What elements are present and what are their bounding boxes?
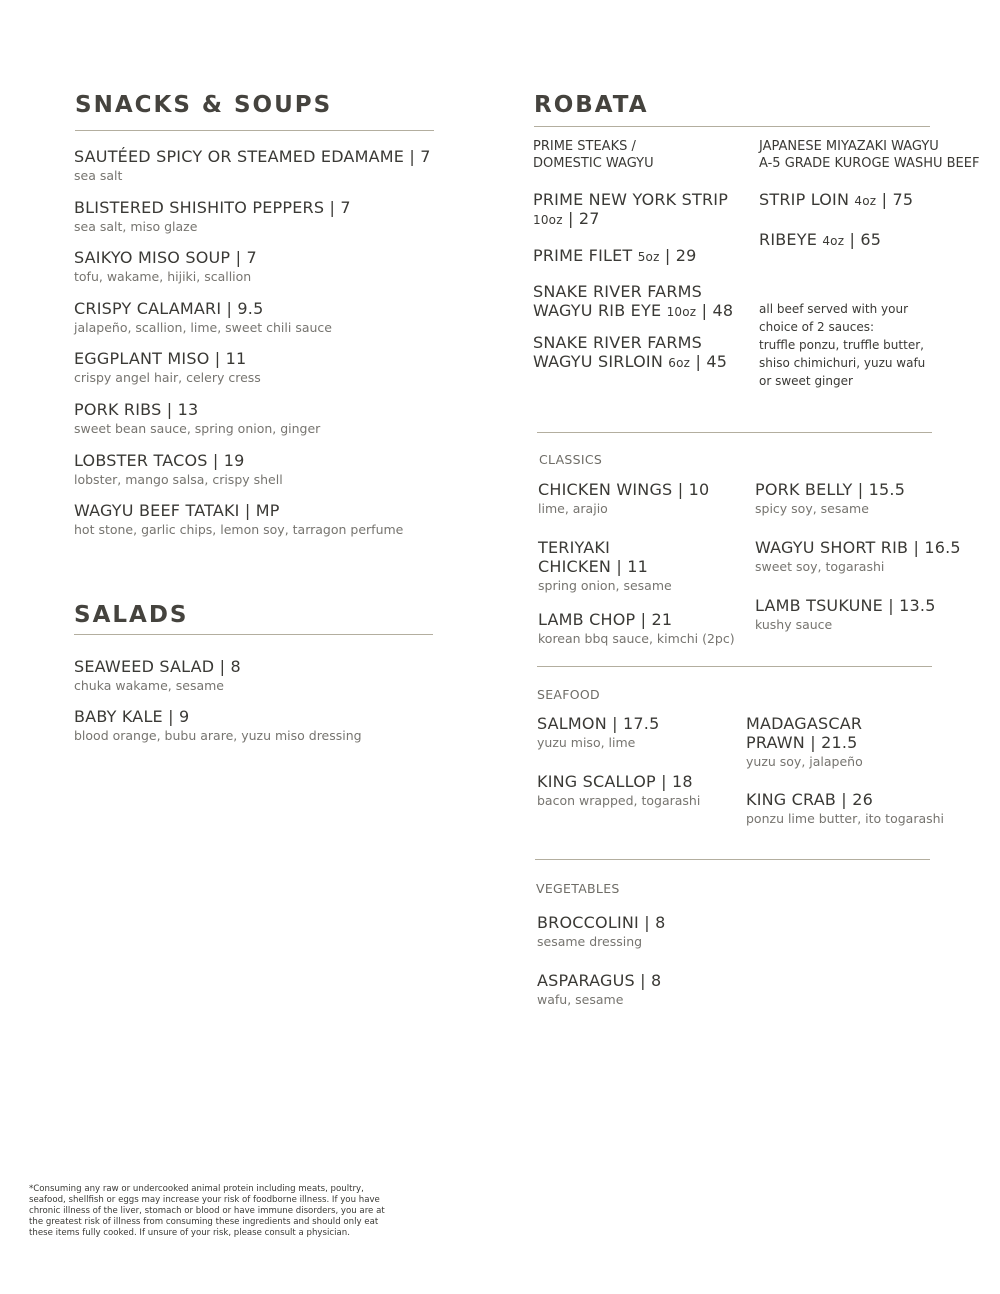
- item-name: RIBEYE: [759, 230, 818, 249]
- item-size: 4oz: [822, 234, 845, 248]
- item-name: SAIKYO MISO SOUP | 7: [74, 248, 257, 267]
- item-name-line2: WAGYU RIB EYE: [533, 301, 662, 320]
- steak-item: [533, 190, 728, 230]
- item-description: sweet soy, togarashi: [755, 559, 885, 574]
- menu-item: [755, 538, 961, 575]
- note-line: shiso chimichuri, yuzu wafu: [759, 356, 926, 370]
- item-name: PRIME FILET: [533, 246, 633, 265]
- disclaimer-line: seafood, shellfish or eggs may increase your risk of foodborne illness. If you have: [29, 1195, 380, 1205]
- item-price: | 65: [844, 230, 882, 249]
- item-description: kushy sauce: [755, 617, 833, 632]
- item-name: TERIYAKI: [538, 538, 611, 557]
- item-size: 10oz: [666, 305, 697, 319]
- item-description: sea salt, miso glaze: [74, 219, 198, 234]
- subheader-line: PRIME STEAKS /: [533, 139, 636, 154]
- item-price: | 45: [690, 352, 728, 371]
- item-name: PORK RIBS | 13: [74, 400, 199, 419]
- item-description: wafu, sesame: [537, 992, 624, 1007]
- menu-item: [746, 714, 863, 770]
- snacks-divider: [75, 130, 434, 131]
- salads-divider: [74, 634, 433, 635]
- item-description: ponzu lime butter, ito togarashi: [746, 811, 945, 826]
- item-name: MADAGASCAR: [746, 714, 863, 733]
- menu-item: [74, 299, 332, 336]
- item-size: 4oz: [854, 194, 877, 208]
- item-name: SNAKE RIVER FARMS: [533, 333, 703, 352]
- item-name: BLISTERED SHISHITO PEPPERS | 7: [74, 198, 351, 217]
- item-description: spicy soy, sesame: [755, 501, 869, 516]
- item-description: lime, arajio: [538, 501, 608, 516]
- item-name: SAUTÉED SPICY OR STEAMED EDAMAME | 7: [74, 147, 431, 166]
- snacks-soups-heading: SNACKS & SOUPS: [75, 92, 333, 118]
- item-name-line2: PRAWN | 21.5: [746, 733, 858, 752]
- item-name-line2: WAGYU SIRLOIN: [533, 352, 663, 371]
- disclaimer-line: *Consuming any raw or undercooked animal protein including meats, poultry,: [29, 1184, 364, 1194]
- item-name: KING SCALLOP | 18: [537, 772, 693, 791]
- classics-top-divider: [537, 432, 932, 433]
- item-description: yuzu miso, lime: [537, 735, 636, 750]
- menu-item: [74, 501, 403, 538]
- item-name: EGGPLANT MISO | 11: [74, 349, 247, 368]
- item-name: SEAWEED SALAD | 8: [74, 657, 241, 676]
- menu-item: [537, 913, 666, 950]
- menu-item: [537, 714, 659, 751]
- menu-item: [746, 790, 944, 827]
- item-description: blood orange, bubu arare, yuzu miso dressing: [74, 728, 362, 743]
- prime-steaks-header: [533, 138, 654, 172]
- menu-item: [74, 400, 320, 437]
- menu-item: [74, 147, 431, 184]
- disclaimer-line: chronic illness of the liver, stomach or blood or have immune disorders, you are at: [29, 1206, 385, 1216]
- item-description: korean bbq sauce, kimchi (2pc): [538, 631, 735, 646]
- robata-divider: [534, 126, 930, 127]
- subheader-line: JAPANESE MIYAZAKI WAGYU: [759, 139, 939, 154]
- item-price: | 27: [562, 209, 600, 228]
- menu-item: [74, 657, 241, 694]
- sauce-note: [759, 300, 925, 390]
- item-name: WAGYU SHORT RIB | 16.5: [755, 538, 961, 557]
- item-name: BABY KALE | 9: [74, 707, 190, 726]
- item-name-line2: CHICKEN | 11: [538, 557, 648, 576]
- menu-item: [538, 538, 672, 594]
- item-name: LAMB CHOP | 21: [538, 610, 673, 629]
- menu-item: [755, 480, 905, 517]
- menu-item: [74, 198, 351, 235]
- item-name: LOBSTER TACOS | 19: [74, 451, 245, 470]
- item-size: 10oz: [533, 213, 563, 227]
- disclaimer-line: the greatest risk of illness from consuming these ingredients and should only eat: [29, 1217, 379, 1227]
- menu-item: [74, 451, 283, 488]
- subheader-line: DOMESTIC WAGYU: [533, 156, 654, 171]
- item-name: ASPARAGUS | 8: [537, 971, 662, 990]
- item-name: KING CRAB | 26: [746, 790, 873, 809]
- food-safety-disclaimer: [29, 1184, 385, 1239]
- item-name: SALMON | 17.5: [537, 714, 660, 733]
- item-description: sea salt: [74, 168, 123, 183]
- menu-item: [538, 480, 709, 517]
- wagyu-item: [759, 230, 881, 251]
- item-description: sesame dressing: [537, 934, 643, 949]
- seafood-label: SEAFOOD: [537, 687, 600, 702]
- disclaimer-line: these items fully cooked. If unsure of your risk, please consult a physician.: [29, 1228, 350, 1238]
- item-name: SNAKE RIVER FARMS: [533, 282, 703, 301]
- note-line: truffle ponzu, truffle butter,: [759, 338, 924, 352]
- item-name: PORK BELLY | 15.5: [755, 480, 906, 499]
- item-name: LAMB TSUKUNE | 13.5: [755, 596, 936, 615]
- item-price: | 75: [876, 190, 914, 209]
- item-description: spring onion, sesame: [538, 578, 672, 593]
- item-description: tofu, wakame, hijiki, scallion: [74, 269, 252, 284]
- robata-heading: ROBATA: [534, 92, 649, 118]
- menu-item: [538, 610, 735, 647]
- item-size: 6oz: [668, 356, 691, 370]
- note-line: or sweet ginger: [759, 374, 853, 388]
- item-name: CRISPY CALAMARI | 9.5: [74, 299, 264, 318]
- item-description: crispy angel hair, celery cress: [74, 370, 261, 385]
- classics-label: CLASSICS: [539, 452, 603, 467]
- item-name: STRIP LOIN: [759, 190, 850, 209]
- item-price: | 29: [659, 246, 697, 265]
- item-description: hot stone, garlic chips, lemon soy, tarragon perfume: [74, 522, 404, 537]
- steak-item: [533, 282, 733, 322]
- wagyu-item: [759, 190, 913, 211]
- item-description: jalapeño, scallion, lime, sweet chili sauce: [74, 320, 332, 335]
- item-name: WAGYU BEEF TATAKI | MP: [74, 501, 280, 520]
- vegetables-top-divider: [535, 859, 930, 860]
- item-name: CHICKEN WINGS | 10: [538, 480, 710, 499]
- steak-item: [533, 246, 697, 267]
- item-size: 5oz: [637, 250, 660, 264]
- menu-item: [74, 248, 257, 285]
- miyazaki-wagyu-header: [759, 138, 979, 172]
- steak-item: [533, 333, 727, 373]
- item-name: BROCCOLINI | 8: [537, 913, 666, 932]
- salads-heading: SALADS: [74, 602, 189, 628]
- item-description: sweet bean sauce, spring onion, ginger: [74, 421, 321, 436]
- note-line: all beef served with your: [759, 302, 908, 316]
- item-name: PRIME NEW YORK STRIP: [533, 190, 729, 209]
- item-description: lobster, mango salsa, crispy shell: [74, 472, 283, 487]
- item-description: chuka wakame, sesame: [74, 678, 224, 693]
- menu-item: [537, 772, 700, 809]
- subheader-line: A-5 GRADE KUROGE WASHU BEEF: [759, 156, 980, 171]
- menu-item: [755, 596, 936, 633]
- seafood-top-divider: [537, 666, 932, 667]
- note-line: choice of 2 sauces:: [759, 320, 874, 334]
- menu-item: [74, 349, 261, 386]
- menu-item: [74, 707, 362, 744]
- vegetables-label: VEGETABLES: [536, 881, 620, 896]
- item-description: yuzu soy, jalapeño: [746, 754, 863, 769]
- item-description: bacon wrapped, togarashi: [537, 793, 701, 808]
- item-price: | 48: [696, 301, 734, 320]
- menu-item: [537, 971, 661, 1008]
